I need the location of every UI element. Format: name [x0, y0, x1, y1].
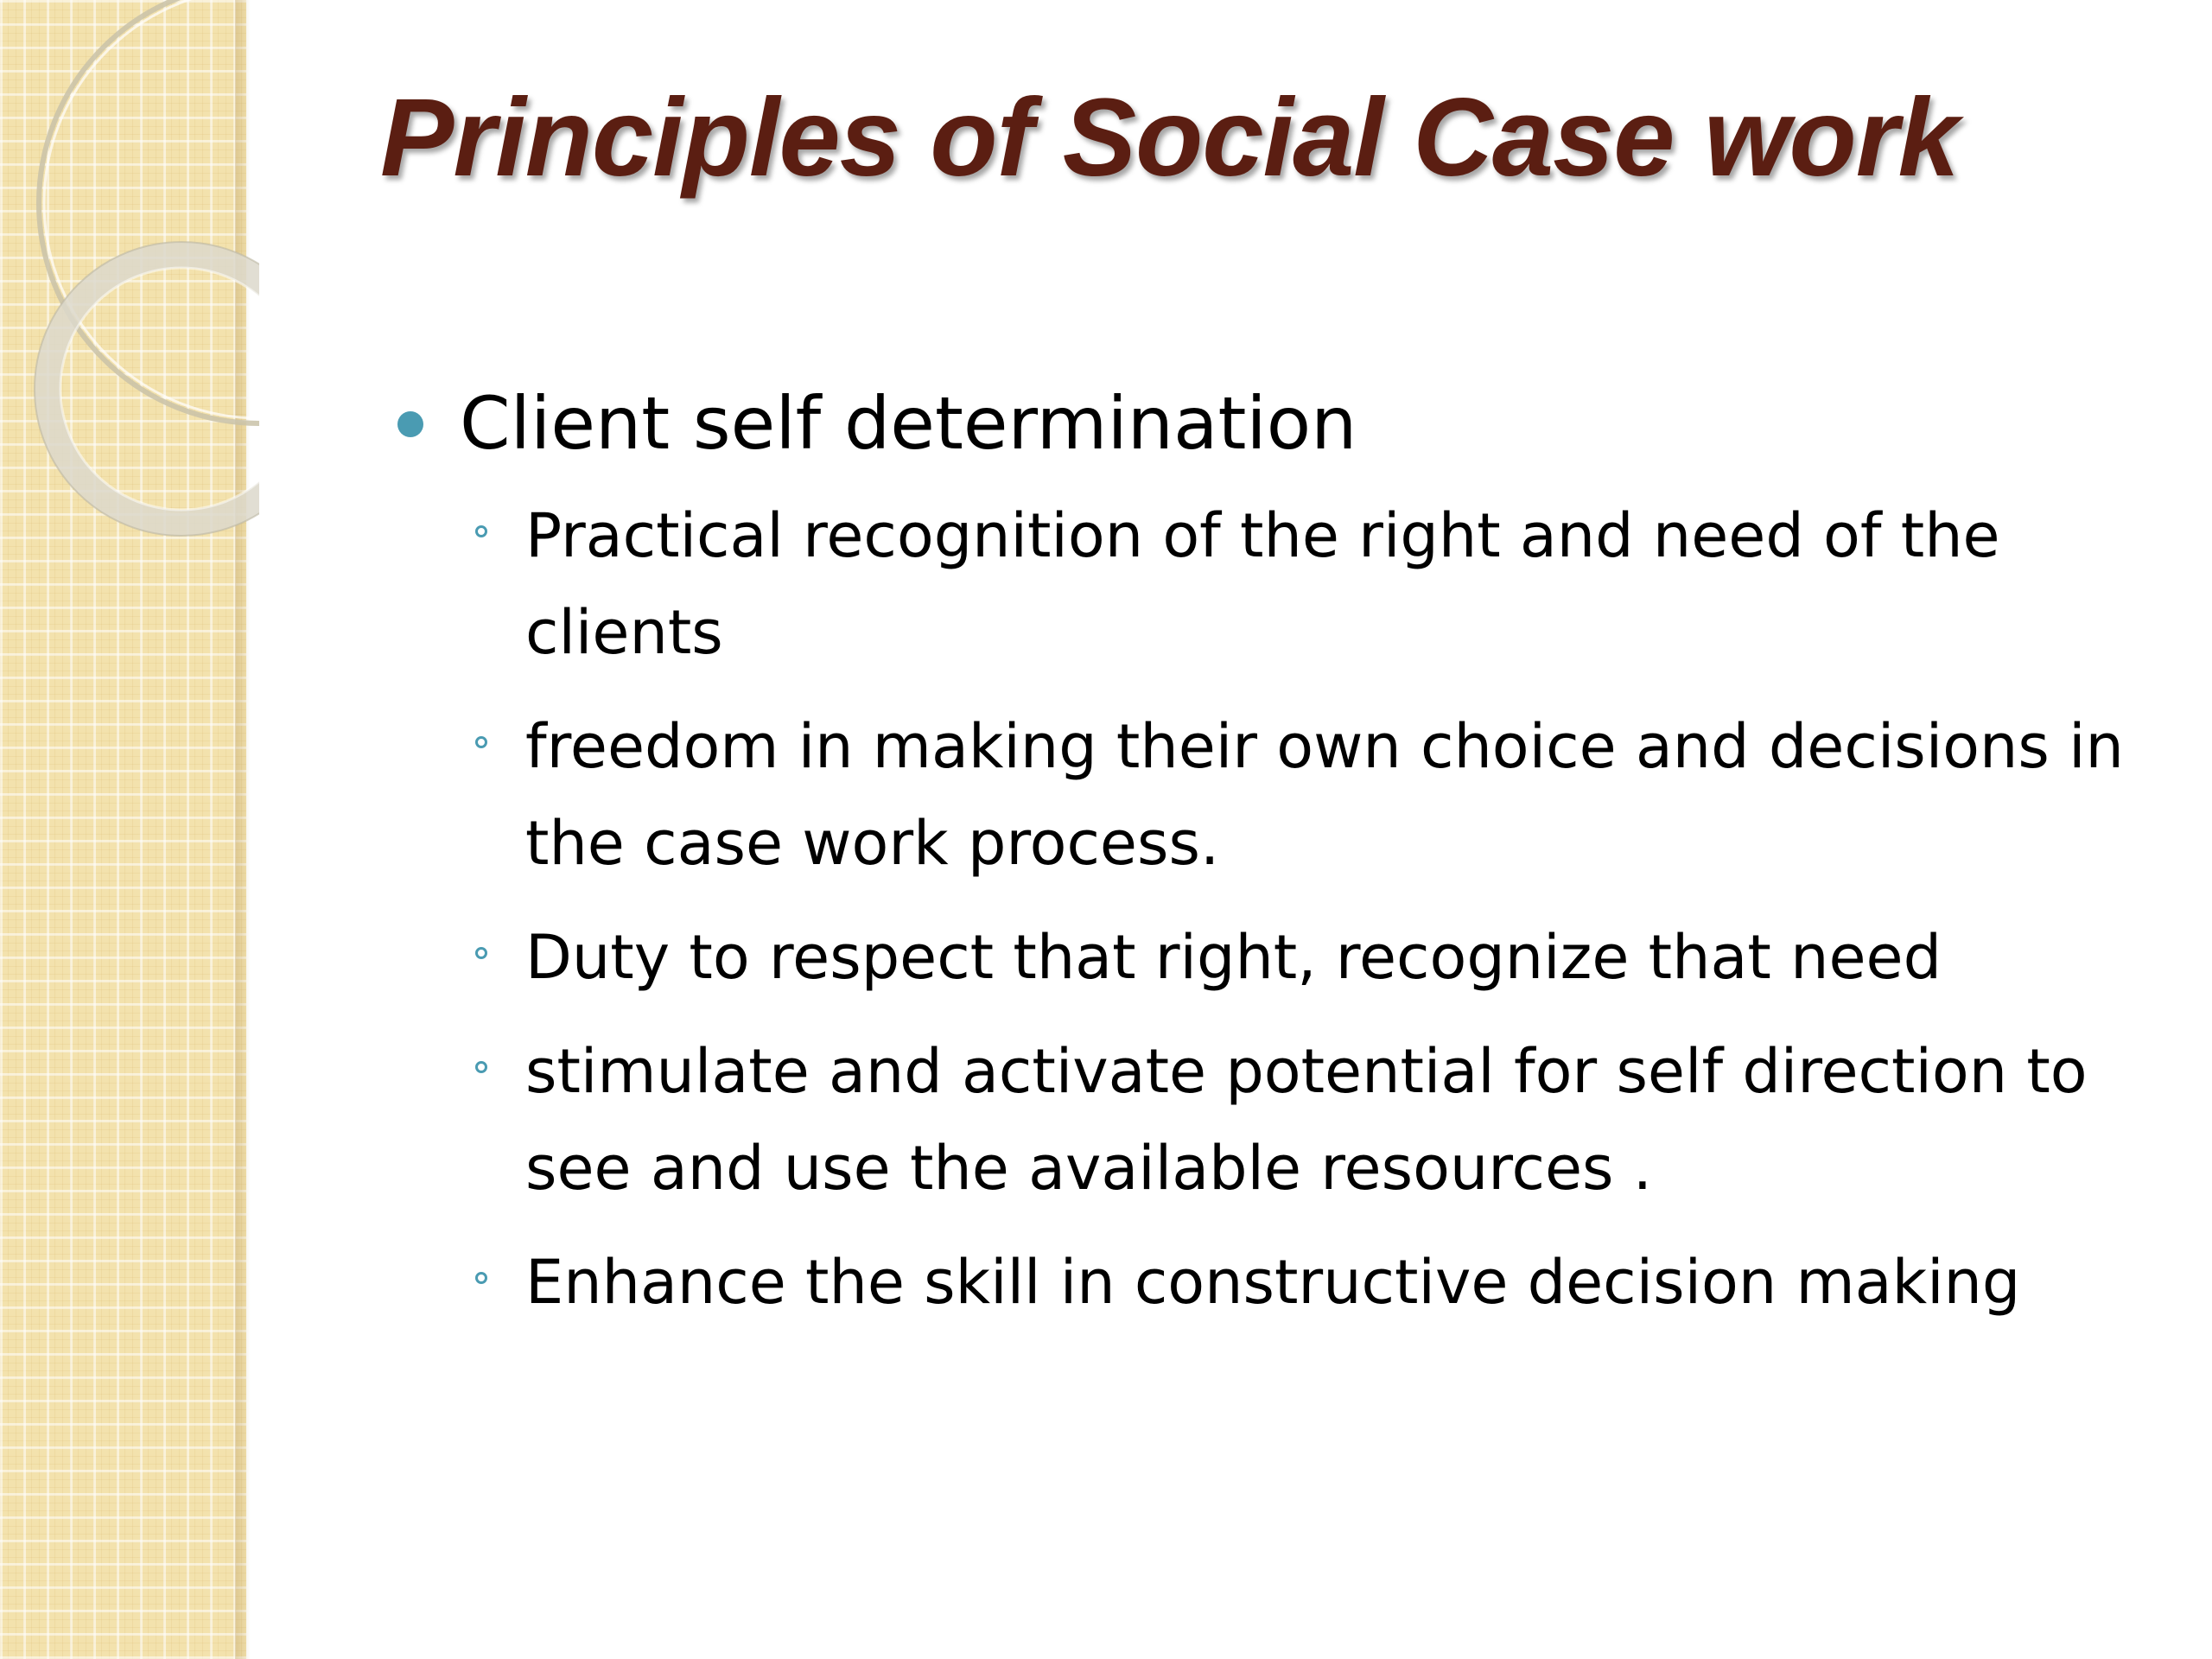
slide-content [380, 372, 2160, 1348]
sub-bullet-text: Enhance the skill in constructive decision making [525, 1247, 2021, 1318]
slide-title: Principles of Social Case work [380, 76, 1959, 200]
ring-bullet-icon [475, 1272, 487, 1284]
sub-bullet [380, 487, 2160, 681]
sub-bullet-text: stimulate and activate potential for self direction to see and use the available resources . [525, 1036, 2088, 1204]
decorative-rings [0, 0, 259, 553]
ring-bullet-icon [475, 736, 487, 748]
sub-bullet [380, 1234, 2160, 1331]
sub-bullet [380, 698, 2160, 892]
sub-bullet-text: Duty to respect that right, recognize that need [525, 922, 1942, 993]
main-bullet-text: Client self determination [460, 381, 1357, 466]
main-bullet [380, 372, 2160, 475]
sub-bullet [380, 1023, 2160, 1217]
ring-bullet-icon [475, 1061, 487, 1073]
sub-bullet [380, 909, 2160, 1006]
sub-bullet-text: Practical recognition of the right and need of the clients [525, 500, 2000, 668]
ring-bullet-icon [475, 525, 487, 537]
bullet-dot-icon [397, 411, 423, 437]
ring-bullet-icon [475, 947, 487, 959]
sub-bullet-text: freedom in making their own choice and decisions in the case work process. [525, 711, 2124, 879]
sub-bullet-list [380, 487, 2160, 1331]
